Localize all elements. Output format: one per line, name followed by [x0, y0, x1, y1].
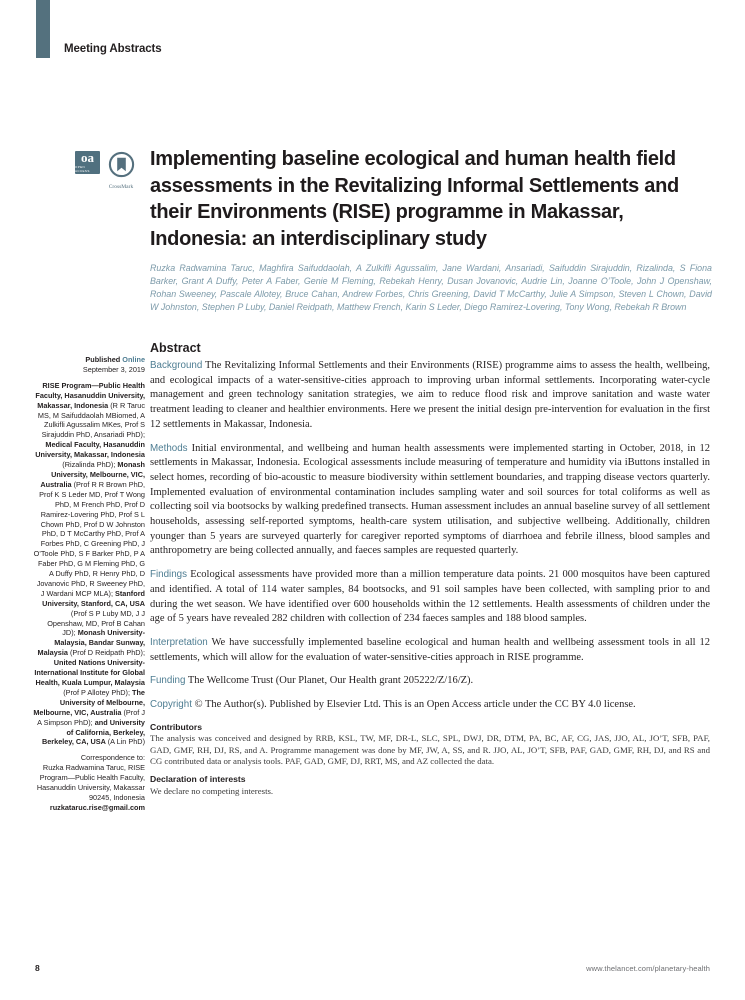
margin-text: (Prof J A Simpson PhD); [37, 707, 145, 727]
margin-text: (Prof P Allotey PhD); [63, 687, 133, 697]
affiliation-text: and University of California, Berkeley, Berkeley, CA, USA [41, 717, 145, 747]
open-access-subtext: OPEN ACCESS [75, 165, 90, 174]
page-number: 8 [35, 963, 40, 973]
crossmark-icon [108, 151, 135, 178]
margin-text: September 3, 2019 [82, 364, 145, 374]
margin-note [33, 753, 145, 763]
abstract-section-interpretation: Interpretation We have successfully implemented baseline ecological and human health and wellbeing assessment tools in all 12 settlements, which will allow for the evaluation of water-sensitive-cities approach in RISE programme. [150, 636, 710, 663]
abstract-section-label: Background [150, 360, 203, 371]
affiliation-text: Medical Faculty, Hasanuddin University, Makassar, Indonesia [35, 440, 145, 460]
abstract-section-label: Methods [150, 442, 188, 454]
margin-note [33, 763, 145, 803]
margin-note [33, 803, 145, 813]
affiliation-text: United Nations University-International Institute for Global Health, Kuala Lumpur, Malaysia [34, 658, 145, 687]
margin-column [33, 355, 145, 813]
article-logos [75, 151, 136, 190]
margin-text: (R R Taruc MS, M Saifuddaolah MBiomed, A Zulkifli Agussalim MKes, Prof S Sirajuddin PhD, Ansariadi PhD); [37, 400, 145, 440]
margin-text: (Rizalinda PhD); [62, 460, 118, 470]
crossmark-badge[interactable] [106, 151, 136, 190]
margin-text: Correspondence to: [80, 753, 145, 763]
abstract-section-funding: Funding The Wellcome Trust (Our Planet, Our Health grant 205222/Z/16/Z). [150, 675, 474, 687]
author-list: Ruzka Radwamina Taruc, Maghfira Saifuddaolah, A Zulkifli Agussalim, Jane Wardani, Ansariadi, Saifuddin Sirajuddin, Rizalinda, S Fiona Barker, Grant A Duffy, Peter A Faber, Genie M Fleming, Rebekah Henry, Dusan Jovanovic, Audrie Lin, Joanne O’Toole, John J Openshaw, Rohan Sweeney, Pascale Allotey, Bruce Cahan, Andrew Forbes, Chris Greening, David T McCarthy, Julie A Simpson, Steven L Chown, David W Johnston, Stephen P Luby, Daniel Reidpath, Matthew French, Karin S Leder, Diego Ramirez-Lovering, Tony Wong, Rebekah R Brown [150, 263, 712, 312]
abstract-section-label: Funding [150, 675, 186, 687]
backmatter-heading: Contributors [150, 721, 203, 732]
margin-text: (Prof D Reidpath PhD); [69, 648, 145, 658]
backmatter-body: The analysis was conceived and designed by RRB, KSL, TW, MF, DR-L, SLC, SPL, DWJ, DR, DTM, PA, BC, AF, CG, JAS, JJO, AL, JO’T, SFB, PAF, GAD, GMF, RH, DJ, RS, and A. Programme management was done by MF, JW, A, SS, and R. JJO, AL, JO’T, SFB, PAF, GAD, GMF, RH, DJ, and RS and CG contributed data or analysis tools. PAF, GAD, GMF, DJ, RRT, MS, and AZ collected the data. [150, 733, 710, 767]
affiliation-text: Published [85, 355, 123, 364]
margin-text: (A Lin PhD) [107, 737, 145, 747]
abstract-section-methods: Methods Initial environmental, and wellbeing and human health assessments were implemented starting in October, 2018, in 12 settlements in Makassar, Indonesia. Ecological assessments include measuring of temperature and humidity via iButtons installed in select homes, recording of bio-acoustic to measure biodiversity within settlement boundaries, and trapping disease vectors quarterly. Implemented evaluation of environmental contamination includes sampling water and soil sources for total coliforms as well as collecting soil via bootsocks by walking predefined transects. Human assessment includes an annual baseline survey of all settlement households, assessing self-reported symptoms, health-care system utilisation, and subjective wellbeing. Additionally, children younger than 5 years are surveyed quarterly for caregiver reported symptoms of diarrhoea and febrile illness, blood samples and anthropometry are being collected annually, and faeces samples are requested quarterly. [150, 442, 710, 557]
backmatter-heading: Declaration of interests [150, 774, 246, 785]
abstract-sections [150, 359, 710, 713]
abstract-section-findings: Findings Ecological assessments have provided more than a million temperature data points. 21 000 mosquitos have been captured and identified. A total of 114 water samples, 84 bootsocks, and 91 soil samples have been collected, with sampling prior to and during the wet season. We have identified over 600 households within the 12 settlements. Health assessments of children under the age of 5 years have revealed 282 children with collection of 234 faeces samples and 188 blood samples. [150, 569, 710, 625]
crossmark-label: CrossMark [108, 184, 134, 190]
margin-note [33, 381, 145, 748]
affiliation-text: Stanford University, Stanford, CA, USA [42, 588, 145, 608]
margin-text: (Prof R R Brown PhD, Prof K S Leder MD, Prof T Wong PhD, M French PhD, Prof D Ramirez-Lovering PhD, Prof S L Chown PhD, Prof D W Johnston PhD, D T McCarthy PhD, Prof A Forbes PhD, C Greening PhD, J O’Toole PhD, S F Barker PhD, P A Faber PhD, G M Fleming PhD, G A Duffy PhD, R Henry PhD, D Jovanovic PhD, R Sweeney PhD, J Wardani MCP MLA); [33, 479, 145, 598]
abstract-heading: Abstract [150, 341, 201, 355]
abstract-section-label: Findings [150, 569, 188, 581]
abstract-block [150, 341, 710, 804]
backmatter-body: We declare no competing interests. [150, 785, 274, 796]
open-access-text: oa [81, 149, 94, 165]
correspondence-email-link[interactable]: ruzkataruc.rise@gmail.com [49, 802, 145, 812]
margin-note [33, 355, 145, 365]
affiliation-text: RISE Program—Public Health Faculty, Hasanuddin University, Makassar, Indonesia [35, 380, 145, 410]
affiliation-text: Monash University-Malaysia, Bandar Sunway, Malaysia [37, 628, 145, 658]
abstract-section-copyright: Copyright © The Author(s). Published by Elsevier Ltd. This is an Open Access article under the CC BY 4.0 license. [150, 699, 636, 711]
margin-text: Ruzka Radwamina Taruc, RISE Program—Public Health Faculty, Hasanuddin University, Makassar 90245, Indonesia [36, 763, 145, 802]
backmatter [150, 722, 710, 798]
margin-text: (Prof S P Luby MD, J J Openshaw, MD, Prof B Cahan JD); [47, 608, 145, 638]
abstract-section-label: Copyright [150, 699, 192, 711]
journal-url-link[interactable]: www.thelancet.com/planetary-health [586, 964, 710, 973]
margin-text: Online [122, 355, 145, 364]
article-title: Implementing baseline ecological and human health field assessments in the Revitalizing Informal Settlements and their Environments (RISE) programme in Makassar, Indonesia: an interdisciplinary study [150, 148, 679, 250]
page-section-label: Meeting Abstracts [64, 43, 162, 55]
affiliation-text: Monash University, Melbourne, VIC, Australia [40, 460, 145, 489]
abstract-section-background: Background The Revitalizing Informal Settlements and their Environments (RISE) programme aims to assess the health, wellbeing, and ecological impacts of a water-sensitive-cities approach to improving urban informal settlements. Incorporating water-cycle management and green technology sanitation strategies, we aim to reduce flood risk and improve sanitation and waste water treatment leading to cleaner and healthier environments. Here we present the initial design pre-intervention for evaluation in the first 12 settlements in Makassar, Indonesia. [150, 360, 710, 430]
corner-bar [36, 0, 50, 58]
affiliation-text: The University of Melbourne, Melbourne, VIC, Australia [33, 687, 145, 717]
abstract-section-label: Interpretation [150, 636, 208, 648]
margin-note [33, 365, 145, 375]
open-access-icon [75, 151, 100, 174]
